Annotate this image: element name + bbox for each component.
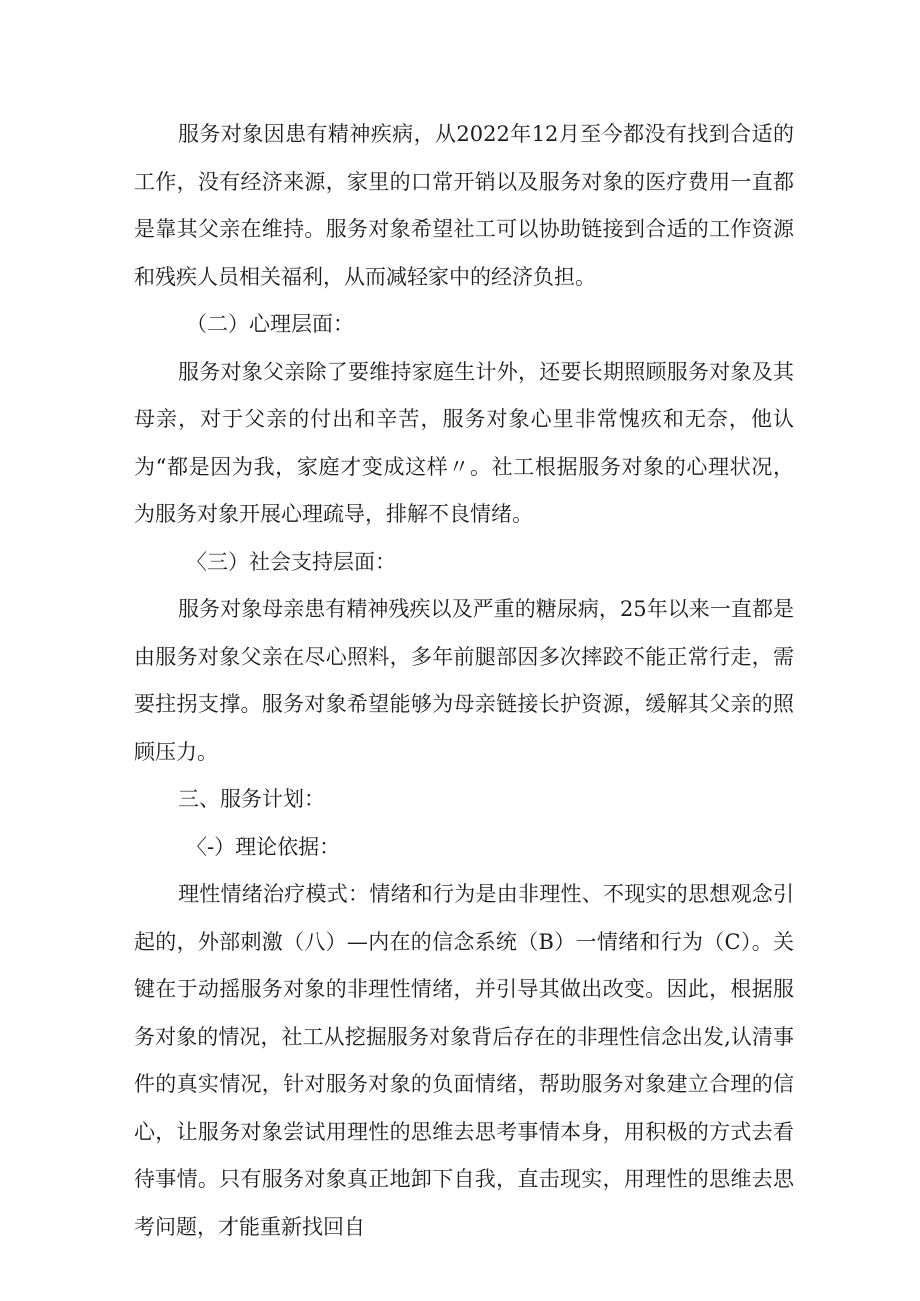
paragraph-theory: 理性情绪治疗模式：情绪和行为是由非理性、不现实的思想观念引起的，外部刺激（八）—内在的信念系统（B）一情绪和行为（C）。关键在于动摇服务对象的非理性情绪，并引导其做出改变。因此，根据服务对象的情况，社工从挖掘服务对象背后存在的非理性信念出发,认清事件的真实情况，针对服务对象的负面情绪，帮助服务对象建立合理的信心，让服务对象尝试用理性的思维去思考事情本身，用积极的方式去看待事情。只有服务对象真正地卸下自我，直击现实，用理性的思维去思考问题，才能重新找回自	[134, 882, 794, 1239]
heading-social-support: 〈三）社会支持层面：	[186, 549, 396, 574]
heading-service-plan: 三、服务计划：	[178, 787, 325, 811]
heading-psychological: （二）心理层面：	[186, 312, 354, 336]
paragraph-economic: 服务对象因患有精神疾病，从2022年12月至今都没有找到合适的工作，没有经济来源，家里的口常开销以及服务对象的医疗费用一直都是靠其父亲在维持。服务对象希望社工可以协助链接到合适的工作资源和残疾人员相关福利，从而减轻家中的经济负担。	[134, 122, 794, 289]
paragraph-psychological: 服务对象父亲除了要维持家庭生计外，还要长期照顾服务对象及其母亲，对于父亲的付出和辛苦，服务对象心里非常愧疚和无奈，他认为“都是因为我，家庭才变成这样〃。社工根据服务对象的心理状况，为服务对象开展心理疏导，排解不良情绪。	[134, 359, 794, 526]
paragraph-social-support: 服务对象母亲患有精神残疾以及严重的糖尿病，25年以来一直都是由服务对象父亲在尽心照料，多年前腿部因多次摔跤不能正常行走，需要拄拐支撑。服务对象希望能够为母亲链接长护资源，缓解其父亲的照顾压力。	[134, 597, 794, 764]
document-body	[134, 111, 794, 1251]
heading-theory-basis: 〈-）理论依据：	[186, 834, 341, 859]
